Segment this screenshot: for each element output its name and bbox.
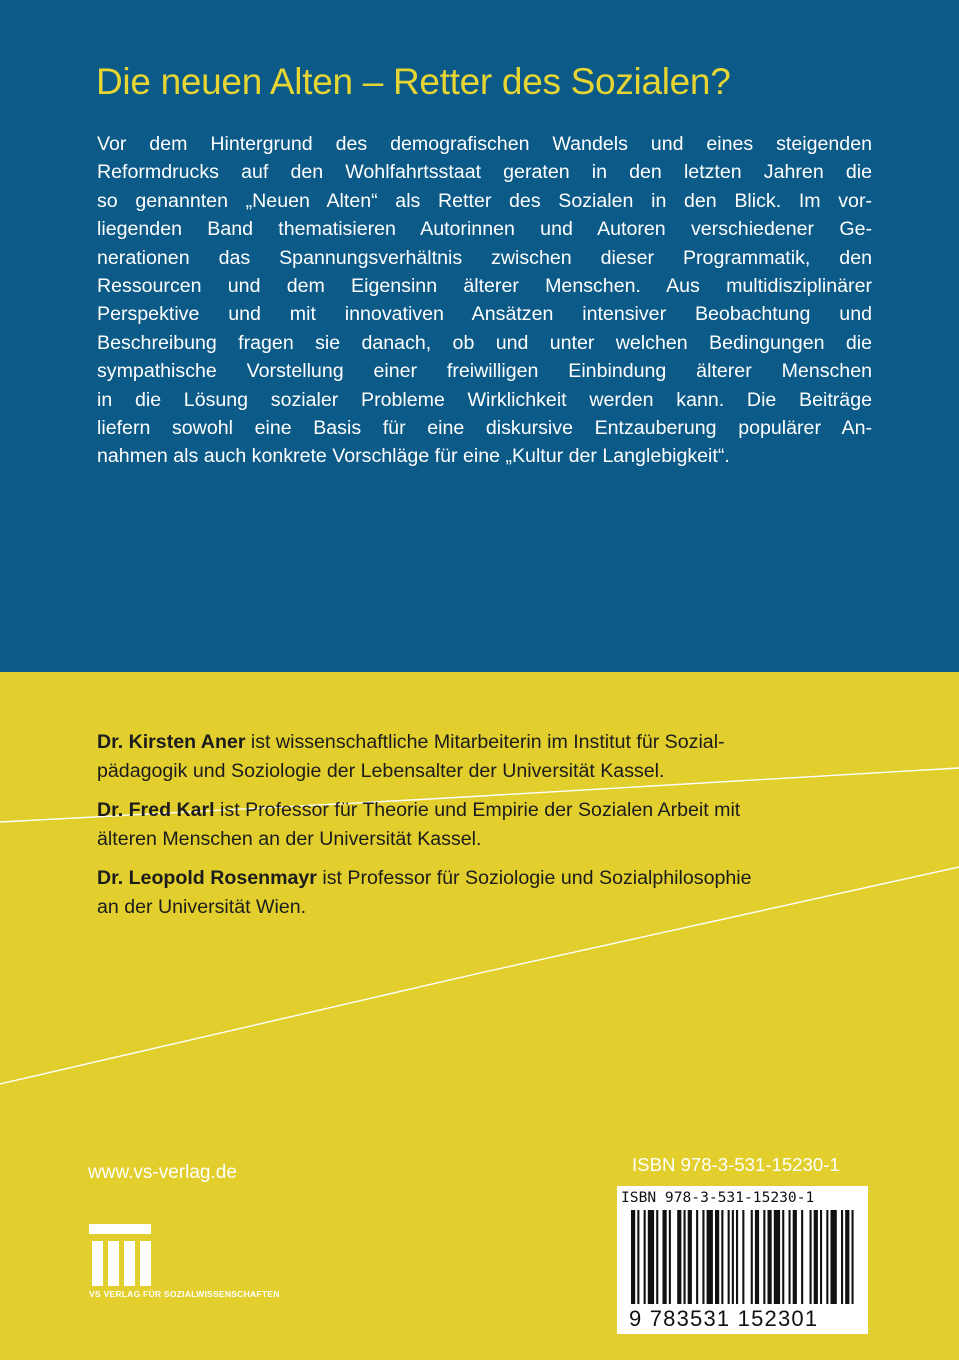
barcode-bar <box>768 1210 772 1304</box>
barcode-bar <box>814 1210 818 1304</box>
barcode-bar <box>852 1210 854 1304</box>
barcode-bar <box>793 1210 797 1304</box>
author-bio-text: ist Professor für Soziologie und Sozialphilosophie <box>316 867 752 889</box>
barcode-bar <box>663 1210 667 1304</box>
blurb-text <box>97 130 872 471</box>
blurb-line: nerationen das Spannungsverhältnis zwischen dieser Programmatik, den <box>97 246 872 269</box>
blurb-line: Ressourcen und dem Eigensinn älterer Menschen. Aus multidisziplinärer <box>97 275 872 298</box>
author-bio <box>97 864 867 922</box>
author-bio-text: an der Universität Wien. <box>97 896 307 918</box>
barcode-bar <box>721 1210 723 1304</box>
barcode-bar <box>810 1210 812 1304</box>
blurb-line: so genannten „Neuen Alten“ als Retter des Sozialen in den Blick. Im vor- <box>97 189 872 212</box>
barcode-bar <box>656 1210 658 1304</box>
barcode-digits: 9 783531 152301 <box>629 1306 819 1331</box>
barcode-bar <box>644 1210 646 1304</box>
vs-verlag-logo-icon <box>89 1224 153 1286</box>
barcode-bar <box>677 1210 681 1304</box>
author-bio-text: ist Professor für Theorie und Empirie der Sozialen Arbeit mit <box>214 799 741 821</box>
author-name: Dr. Leopold Rosenmayr <box>97 867 317 889</box>
barcode-bar <box>637 1210 639 1304</box>
barcode-bar <box>715 1210 719 1304</box>
barcode-bar <box>728 1210 730 1304</box>
publisher-website: www.vs-verlag.de <box>88 1162 237 1183</box>
barcode-bar <box>755 1210 759 1304</box>
barcode-bar <box>669 1210 671 1304</box>
barcode-bar <box>631 1210 635 1304</box>
isbn-label: ISBN 978-3-531-15230-1 <box>632 1154 840 1175</box>
author-bios <box>97 728 867 932</box>
barcode-bar <box>763 1210 765 1304</box>
book-title: Die neuen Alten – Retter des Sozialen? <box>96 61 731 102</box>
barcode-isbn-text: ISBN 978-3-531-15230-1 <box>621 1189 815 1206</box>
barcode-bar <box>702 1210 704 1304</box>
barcode-bar <box>801 1210 803 1304</box>
blurb-line: liegenden Band thematisieren Autorinnen und Autoren verschiedener Ge- <box>97 218 872 241</box>
author-bio-text: ist wissenschaftliche Mitarbeiterin im Institut für Sozial- <box>245 731 725 753</box>
blue-panel <box>0 0 959 672</box>
blurb-line: Perspektive und mit innovativen Ansätzen intensiver Beobachtung und <box>97 303 872 326</box>
barcode-bar <box>774 1210 780 1304</box>
barcode-bar <box>696 1210 698 1304</box>
blurb-line: Vor dem Hintergrund des demografischen Wandels und eines steigenden <box>97 133 872 155</box>
barcode-bar <box>831 1210 837 1304</box>
barcode-bar <box>688 1210 692 1304</box>
barcode-bar <box>820 1210 822 1304</box>
barcode-bar <box>826 1210 828 1304</box>
blurb-line: sympathische Vorstellung einer freiwilligen Einbindung älterer Menschen <box>97 360 872 383</box>
blurb-line: in die Lösung sozialer Probleme Wirklichkeit werden kann. Die Beiträge <box>97 388 872 411</box>
barcode-bar <box>707 1210 713 1304</box>
author-bio-text: älteren Menschen an der Universität Kassel. <box>97 828 482 850</box>
blurb-line: Reformdrucks auf den Wohlfahrtsstaat geraten in den letzten Jahren die <box>97 161 872 184</box>
barcode-bar <box>736 1210 738 1304</box>
author-name: Dr. Kirsten Aner <box>97 731 246 753</box>
barcode <box>617 1186 868 1334</box>
author-bio <box>97 796 867 854</box>
barcode-bar <box>684 1210 686 1304</box>
publisher-logo-text: VS VERLAG FÜR SOZIALWISSENSCHAFTEN <box>89 1289 280 1299</box>
barcode-bar <box>751 1210 753 1304</box>
author-bio-text: pädagogik und Soziologie der Lebensalter der Universität Kassel. <box>97 760 665 782</box>
barcode-bar <box>732 1210 734 1304</box>
barcode-bar <box>742 1210 744 1304</box>
author-name: Dr. Fred Karl <box>97 799 215 821</box>
blurb-line: Beschreibung fragen sie danach, ob und unter welchen Bedingungen die <box>97 331 872 354</box>
barcode-bar <box>782 1210 784 1304</box>
author-bio <box>97 728 867 786</box>
blurb-line: liefern sowohl eine Basis für eine diskursive Entzauberung populärer An- <box>97 417 872 440</box>
barcode-bar <box>789 1210 791 1304</box>
barcode-bar <box>841 1210 843 1304</box>
barcode-bar <box>648 1210 654 1304</box>
barcode-bar <box>845 1210 849 1304</box>
blurb-line: nahmen als auch konkrete Vorschläge für eine „Kultur der Langlebigkeit“. <box>97 445 730 468</box>
